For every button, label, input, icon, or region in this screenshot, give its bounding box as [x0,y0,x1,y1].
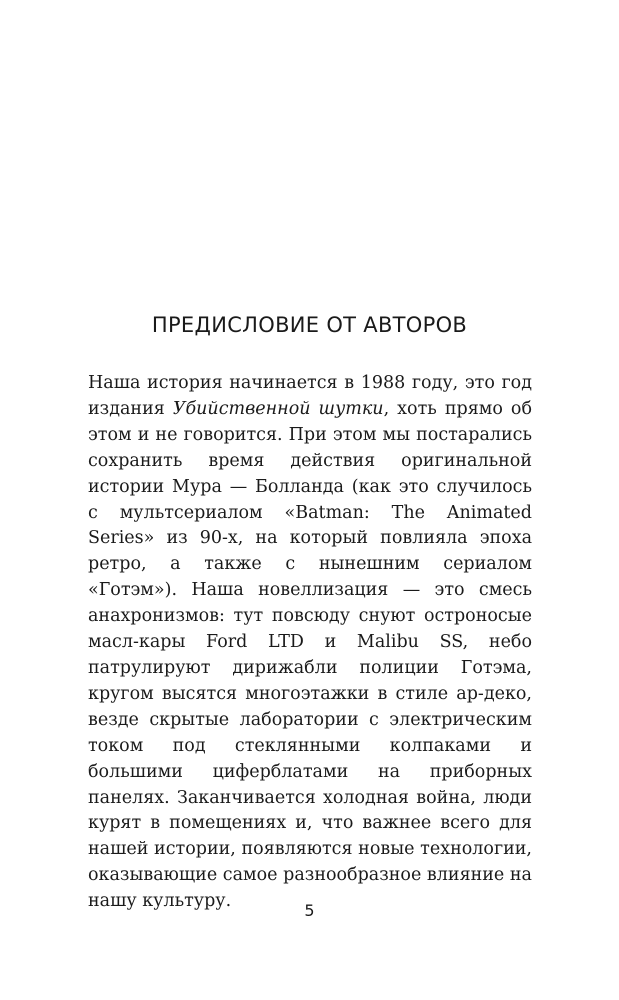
body-text-part-2: , хоть прямо об этом и не говорится. При этом мы постарались сохранить время действия оригинальной истории Мура — Болланда (как это случилось с мультсериалом «Batman: The Animated Series» из 90-х, на который повлияла эпоха ретро, а также с нынешним сериалом «Готэм»). Наша новеллизация — это смесь анахронизмов: тут повсюду снуют остроносые масл-кары Ford LTD и Malibu SS, небо патрулируют дирижабли полиции Готэма, кругом высятся многоэтажки в стиле ар-деко, везде скрытые лаборатории с электрическим током под стеклянными колпаками и большими циферблатами на приборных панелях. Заканчивается холодная война, люди курят в помещениях и, что важнее всего для нашей истории, появляются новые технологии, оказывающие самое разнообразное влияние на нашу культуру. [88,398,532,912]
body-text-italic-title: Убийственной шутки [172,398,384,419]
body-paragraph [88,371,532,915]
page-number: 5 [304,901,315,920]
chapter-title: ПРЕДИСЛОВИЕ ОТ АВТОРОВ [151,313,468,337]
body-text-part-1: Наша история начинается в 1988 году, это год издания [88,373,532,419]
